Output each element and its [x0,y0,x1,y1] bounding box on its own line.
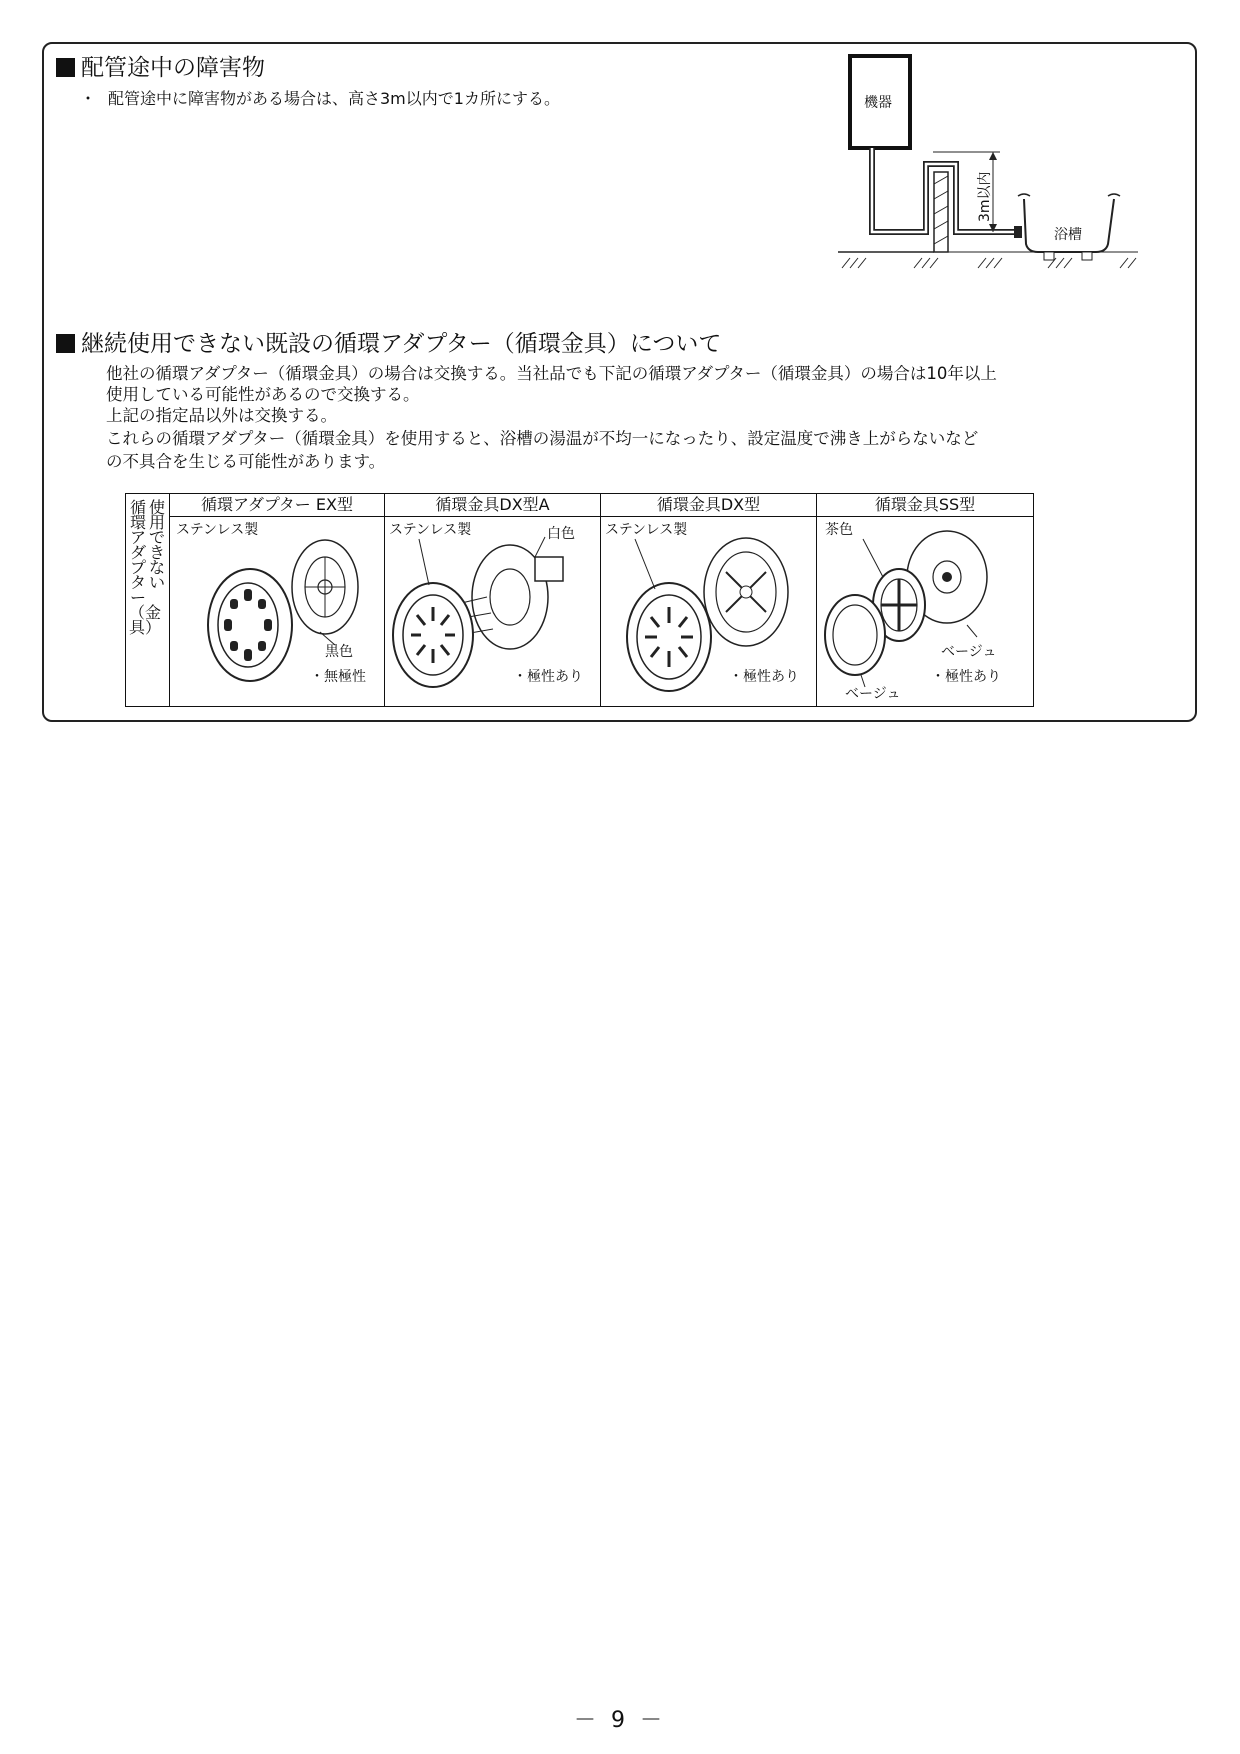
ex-material-label: ステンレス製 [176,522,259,538]
adapter-paragraph-line-4: これらの循環アダプター（循環金具）を使用すると、浴槽の湯温が不均一になったり、設定温度で沸き上がらないなど [106,429,979,448]
adapter-paragraph-line-1: 他社の循環アダプター（循環金具）の場合は交換する。当社品でも下記の循環アダプター（循環金具）の場合は10年以上 [106,364,997,383]
dx-material-label: ステンレス製 [605,522,688,538]
section-obstacle-heading: 配管途中の障害物 [56,54,265,82]
square-bullet-icon [56,58,75,77]
dx-polarity-label: ・極性あり [729,669,799,685]
ex-polarity-label: ・無極性 [310,669,366,685]
ss-adapter-illustration [817,517,1034,706]
column-header-ss: 循環金具SS型 [817,494,1034,517]
ss-color-label-beige-left: ベージュ [845,686,901,702]
obstacle-bullet [80,89,560,109]
page-number: － 9 － [574,1708,666,1733]
dx-a-material-label: ステンレス製 [389,522,472,538]
square-bullet-icon [56,334,75,353]
ss-color-label-brown: 茶色 [825,522,853,538]
table-row-header [126,494,170,707]
row-header-col2: 循環アダプター（金具） [129,498,162,637]
obstacle-bullet-text: 配管途中に障害物がある場合は、高さ3m以内で1カ所にする。 [108,89,560,108]
cell-dx [601,517,817,707]
height-limit-label: 3m以内 [977,171,993,222]
dx-a-polarity-label: ・極性あり [513,669,583,685]
unusable-adapters-table [125,493,1034,707]
piping-drawing [838,54,1148,276]
row-header-col1: 使用できない [148,498,165,592]
column-header-dx-a: 循環金具DX型A [385,494,601,517]
cell-ss [817,517,1034,707]
adapter-paragraph-line-2: 使用している可能性があるので交換する。 [106,385,420,404]
ex-color-label: 黒色 [325,644,353,660]
bathtub-label: 浴槽 [1054,227,1082,243]
dx-a-color-label: 白色 [547,526,575,542]
unit-label: 機器 [864,95,892,111]
piping-obstacle-diagram [838,54,1148,276]
ss-color-label-beige-right: ベージュ [941,644,997,660]
section-adapter-heading: 継続使用できない既設の循環アダプター（循環金具）について [56,330,721,358]
cell-dx-a [385,517,601,707]
column-header-ex: 循環アダプター EX型 [170,494,385,517]
bullet-dot: ・ [80,89,97,108]
column-header-dx: 循環金具DX型 [601,494,817,517]
cell-ex [170,517,385,707]
ss-polarity-label: ・極性あり [931,669,1001,685]
adapter-paragraph-line-5: の不具合を生じる可能性があります。 [106,452,386,471]
adapter-paragraph-line-3: 上記の指定品以外は交換する。 [106,406,337,425]
